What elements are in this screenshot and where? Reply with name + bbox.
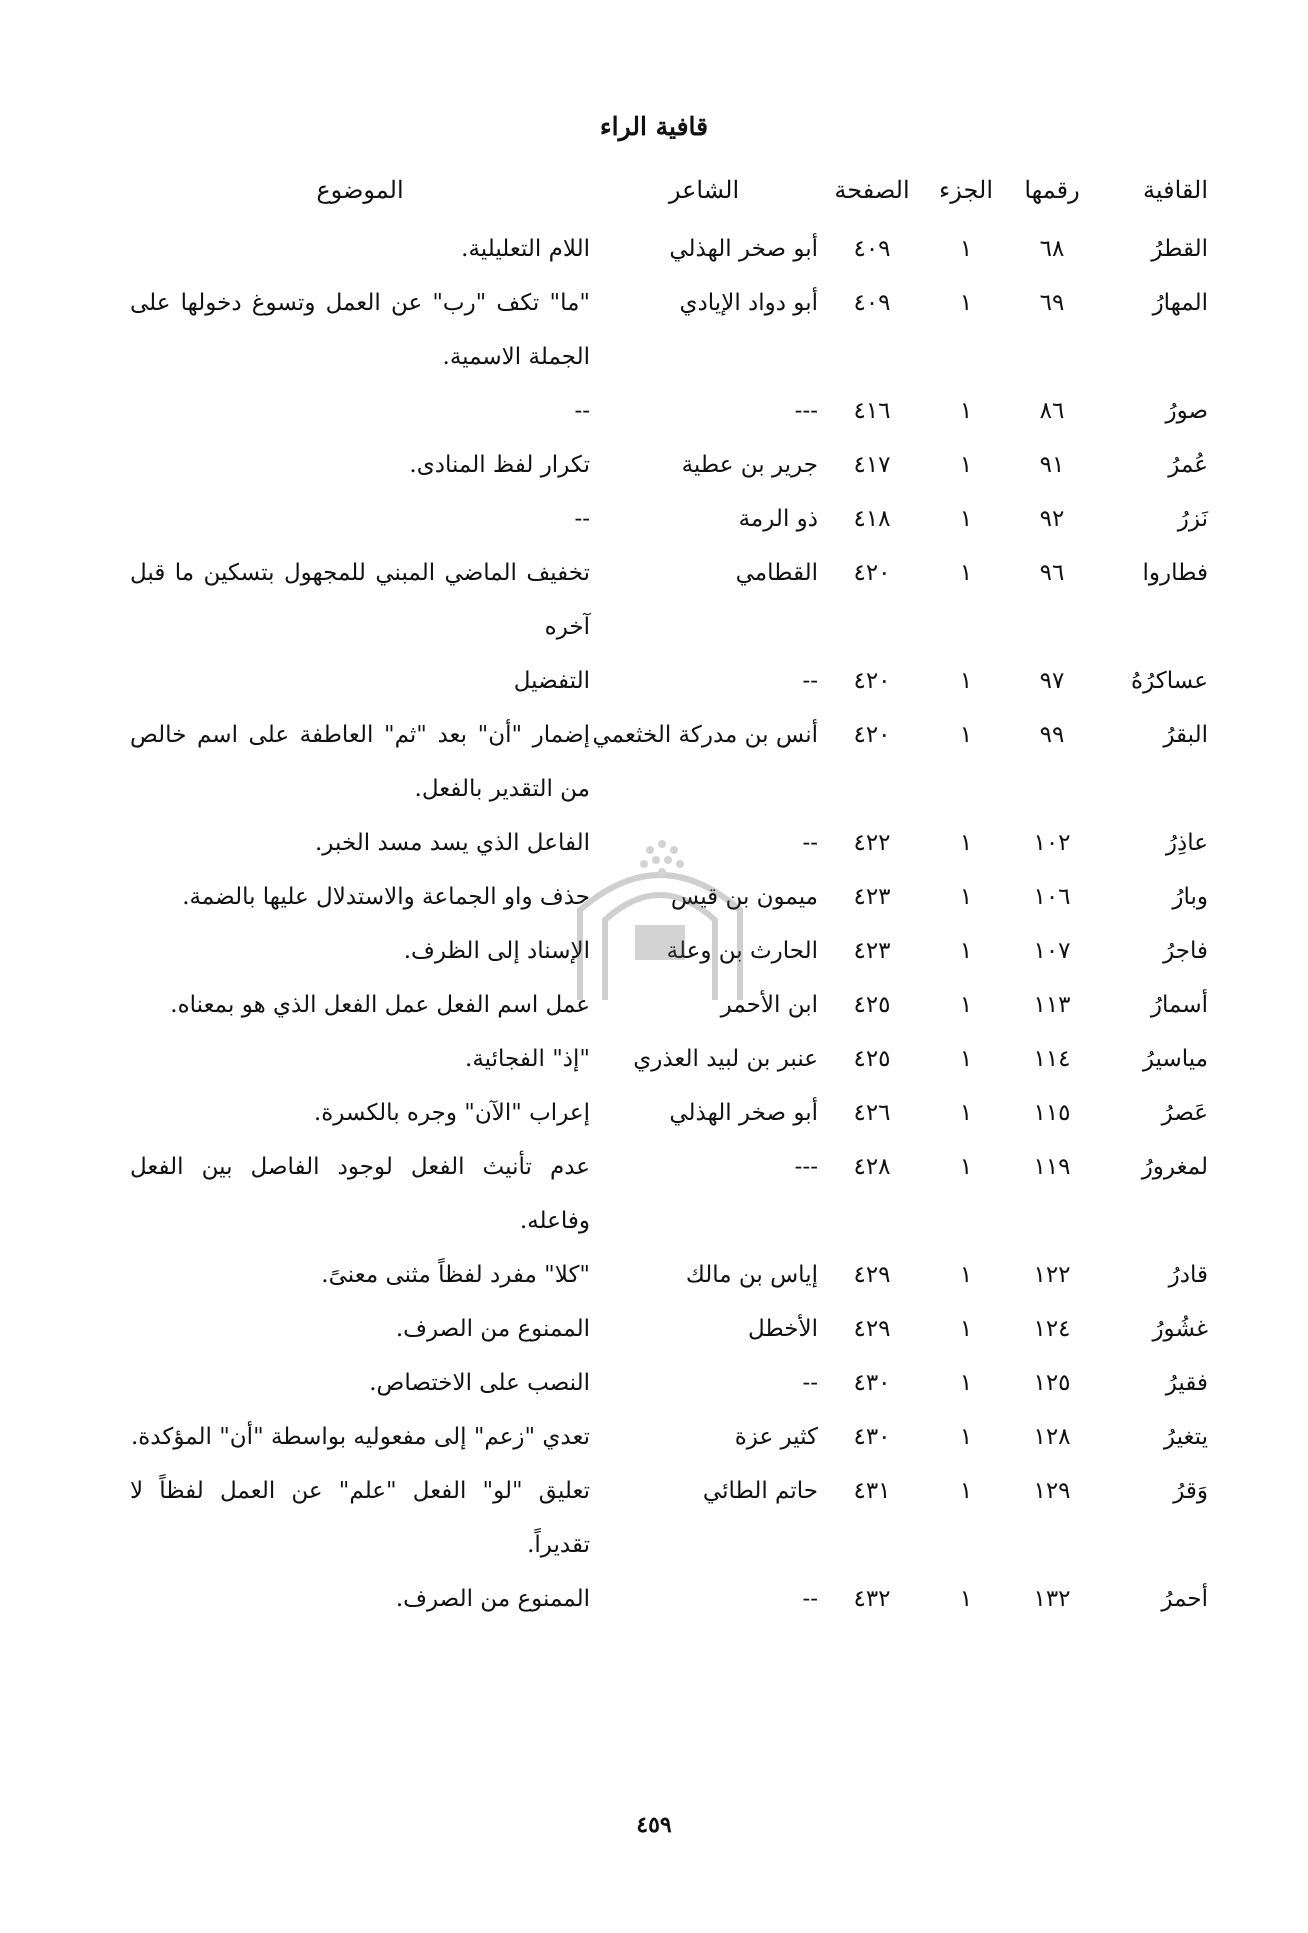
poet-cell: ذو الرمة bbox=[738, 506, 818, 532]
topic-cell: -- bbox=[574, 398, 590, 424]
page-cell: ٤٣٠ bbox=[853, 1424, 891, 1450]
part-cell: ١ bbox=[959, 1586, 973, 1612]
topic-cell: تكرار لفظ المنادى. bbox=[409, 452, 590, 478]
number-cell: ٩٢ bbox=[1039, 506, 1065, 532]
poet-cell: أنس بن مدركة الخثعمي bbox=[592, 722, 818, 748]
topic-cell: حذف واو الجماعة والاستدلال عليها بالضمة. bbox=[182, 884, 590, 910]
topic-cell: "إذ" الفجائية. bbox=[465, 1046, 590, 1072]
table-row bbox=[130, 1356, 1208, 1410]
poet-cell: --- bbox=[794, 1154, 818, 1180]
number-cell: ٩٧ bbox=[1039, 668, 1065, 694]
part-cell: ١ bbox=[959, 722, 973, 748]
page-cell: ٤١٨ bbox=[853, 506, 891, 532]
rhyme-cell: عَصرُ bbox=[1161, 1100, 1208, 1126]
number-cell: ١١٣ bbox=[1033, 992, 1071, 1018]
number-cell: ١٠٢ bbox=[1033, 830, 1071, 856]
poet-cell: --- bbox=[794, 398, 818, 424]
table-row bbox=[130, 708, 1208, 816]
poet-cell: إياس بن مالك bbox=[685, 1262, 818, 1288]
table-row bbox=[130, 1572, 1208, 1626]
page-cell: ٤٢٩ bbox=[853, 1316, 891, 1342]
header-part: الجزء bbox=[939, 176, 993, 204]
page-cell: ٤٢٣ bbox=[853, 884, 891, 910]
part-cell: ١ bbox=[959, 236, 973, 262]
poet-cell: أبو صخر الهذلي bbox=[669, 236, 818, 262]
number-cell: ٦٩ bbox=[1039, 290, 1065, 316]
part-cell: ١ bbox=[959, 1478, 973, 1504]
rhyme-cell: فاجرُ bbox=[1163, 938, 1208, 964]
table-row bbox=[130, 546, 1208, 654]
rhyme-cell: غشُورُ bbox=[1152, 1316, 1208, 1342]
topic-cell: عمل اسم الفعل عمل الفعل الذي هو بمعناه. bbox=[170, 992, 590, 1018]
number-cell: ١٢٨ bbox=[1033, 1424, 1071, 1450]
number-cell: ٩٩ bbox=[1039, 722, 1065, 748]
page-cell: ٤٣٢ bbox=[853, 1586, 891, 1612]
page-cell: ٤٠٩ bbox=[853, 236, 891, 262]
number-cell: ٩١ bbox=[1039, 452, 1065, 478]
poet-cell: حاتم الطائي bbox=[702, 1478, 818, 1504]
part-cell: ١ bbox=[959, 938, 973, 964]
part-cell: ١ bbox=[959, 398, 973, 424]
poet-cell: ابن الأحمر bbox=[720, 992, 818, 1018]
number-cell: ١٢٢ bbox=[1033, 1262, 1071, 1288]
poet-cell: القطامي bbox=[735, 560, 818, 586]
rhyme-cell: فطاروا bbox=[1142, 560, 1208, 586]
page-cell: ٤٣١ bbox=[853, 1478, 891, 1504]
rhyme-cell: قادرُ bbox=[1168, 1262, 1208, 1288]
topic-cell: عدم تأنيث الفعل لوجود الفاصل بين الفعل وفاعله. bbox=[130, 1154, 590, 1234]
topic-cell: النصب على الاختصاص. bbox=[369, 1370, 590, 1396]
number-cell: ١٢٥ bbox=[1033, 1370, 1071, 1396]
topic-cell: الممنوع من الصرف. bbox=[395, 1586, 590, 1612]
topic-cell: إعراب "الآن" وجره بالكسرة. bbox=[313, 1100, 590, 1126]
rhyme-cell: عاذِرُ bbox=[1165, 830, 1208, 856]
poet-cell: -- bbox=[802, 668, 818, 694]
topic-cell: اللام التعليلية. bbox=[461, 236, 590, 262]
rhyme-cell: لمغرورُ bbox=[1141, 1154, 1208, 1180]
table-header-row bbox=[130, 168, 1208, 222]
table-row bbox=[130, 654, 1208, 708]
part-cell: ١ bbox=[959, 830, 973, 856]
rhyme-cell: صورُ bbox=[1165, 398, 1208, 424]
rhyme-cell: وبارُ bbox=[1172, 884, 1208, 910]
topic-cell: الإسناد إلى الظرف. bbox=[403, 938, 590, 964]
rhyme-cell: عُمرُ bbox=[1168, 452, 1208, 478]
poet-cell: -- bbox=[802, 830, 818, 856]
page-cell: ٤٢٠ bbox=[853, 560, 891, 586]
topic-cell: الممنوع من الصرف. bbox=[395, 1316, 590, 1342]
table-row bbox=[130, 222, 1208, 276]
rhyme-cell: وَقرُ bbox=[1173, 1478, 1208, 1504]
table-row bbox=[130, 276, 1208, 384]
rhyme-cell: أسمارُ bbox=[1150, 992, 1208, 1018]
part-cell: ١ bbox=[959, 1262, 973, 1288]
rhyme-cell: البقرُ bbox=[1163, 722, 1208, 748]
rhyme-cell: نَزرُ bbox=[1177, 506, 1208, 532]
number-cell: ٩٦ bbox=[1039, 560, 1065, 586]
page-number: ٤٥٩ bbox=[636, 1812, 672, 1838]
rhyme-cell: أحمرُ bbox=[1161, 1586, 1208, 1612]
page-cell: ٤٣٠ bbox=[853, 1370, 891, 1396]
table-row bbox=[130, 1140, 1208, 1248]
table-row bbox=[130, 438, 1208, 492]
part-cell: ١ bbox=[959, 560, 973, 586]
page-cell: ٤٢٥ bbox=[853, 1046, 891, 1072]
page-cell: ٤٢٢ bbox=[853, 830, 891, 856]
poet-cell: جرير بن عطية bbox=[681, 452, 818, 478]
part-cell: ١ bbox=[959, 1424, 973, 1450]
rhyme-cell: عساكرُهُ bbox=[1131, 668, 1208, 694]
rhyme-cell: مياسيرُ bbox=[1142, 1046, 1208, 1072]
part-cell: ١ bbox=[959, 1316, 973, 1342]
table-row bbox=[130, 1248, 1208, 1302]
poet-cell: أبو دواد الإيادي bbox=[679, 290, 818, 316]
number-cell: ١١٥ bbox=[1033, 1100, 1071, 1126]
table-row bbox=[130, 1032, 1208, 1086]
number-cell: ١٠٦ bbox=[1033, 884, 1071, 910]
topic-cell: الفاعل الذي يسد مسد الخبر. bbox=[315, 830, 590, 856]
number-cell: ٦٨ bbox=[1039, 236, 1065, 262]
number-cell: ٨٦ bbox=[1039, 398, 1065, 424]
section-title: قافية الراء bbox=[599, 112, 709, 141]
page-cell: ٤٢٠ bbox=[853, 722, 891, 748]
table-row bbox=[130, 1464, 1208, 1572]
number-cell: ١٣٢ bbox=[1033, 1586, 1071, 1612]
part-cell: ١ bbox=[959, 506, 973, 532]
number-cell: ١٠٧ bbox=[1033, 938, 1071, 964]
page-cell: ٤٢٣ bbox=[853, 938, 891, 964]
table-row bbox=[130, 384, 1208, 438]
topic-cell: التفضيل bbox=[513, 668, 590, 694]
table-row bbox=[130, 1410, 1208, 1464]
topic-cell: -- bbox=[574, 506, 590, 532]
topic-cell: تعليق "لو" الفعل "علم" عن العمل لفظاً لا تقديراً. bbox=[130, 1478, 590, 1558]
header-poet: الشاعر bbox=[668, 176, 740, 204]
number-cell: ١١٤ bbox=[1033, 1046, 1071, 1072]
poet-cell: الحارث بن وعلة bbox=[666, 938, 818, 964]
poet-cell: كثير عزة bbox=[734, 1424, 818, 1450]
part-cell: ١ bbox=[959, 884, 973, 910]
table-row bbox=[130, 1086, 1208, 1140]
rhyme-cell: فقيرُ bbox=[1165, 1370, 1208, 1396]
header-number: رقمها bbox=[1024, 176, 1080, 204]
number-cell: ١٢٤ bbox=[1033, 1316, 1071, 1342]
poet-cell: -- bbox=[802, 1370, 818, 1396]
rhyme-cell: القطرُ bbox=[1151, 236, 1208, 262]
page-cell: ٤٢٨ bbox=[853, 1154, 891, 1180]
part-cell: ١ bbox=[959, 1046, 973, 1072]
part-cell: ١ bbox=[959, 1154, 973, 1180]
poet-cell: عنبر بن لبيد العذري bbox=[633, 1046, 818, 1072]
header-topic: الموضوع bbox=[316, 176, 404, 204]
part-cell: ١ bbox=[959, 290, 973, 316]
poet-cell: الأخطل bbox=[747, 1316, 818, 1342]
topic-cell: "كلا" مفرد لفظاً مثنى معنىً. bbox=[321, 1262, 590, 1288]
topic-cell: تخفيف الماضي المبني للمجهول بتسكين ما قبل آخره bbox=[130, 560, 590, 640]
page-cell: ٤١٦ bbox=[853, 398, 891, 424]
topic-cell: "ما" تكف "رب" عن العمل وتسوغ دخولها على الجملة الاسمية. bbox=[130, 290, 590, 370]
part-cell: ١ bbox=[959, 1100, 973, 1126]
poet-cell: -- bbox=[802, 1586, 818, 1612]
table-row bbox=[130, 492, 1208, 546]
poet-cell: ميمون بن قيس bbox=[670, 884, 818, 910]
part-cell: ١ bbox=[959, 992, 973, 1018]
part-cell: ١ bbox=[959, 1370, 973, 1396]
page-cell: ٤٠٩ bbox=[853, 290, 891, 316]
rhyme-cell: يتغيرُ bbox=[1163, 1424, 1208, 1450]
header-rhyme: القافية bbox=[1142, 176, 1208, 204]
topic-cell: إضمار "أن" بعد "ثم" العاطفة على اسم خالص من التقدير بالفعل. bbox=[130, 722, 590, 802]
page-cell: ٤٢٠ bbox=[853, 668, 891, 694]
library-emblem-icon bbox=[540, 820, 780, 1020]
page-cell: ٤٢٩ bbox=[853, 1262, 891, 1288]
rhyme-cell: المهارُ bbox=[1152, 290, 1208, 316]
poet-cell: أبو صخر الهذلي bbox=[669, 1100, 818, 1126]
header-page: الصفحة bbox=[834, 176, 910, 204]
number-cell: ١١٩ bbox=[1033, 1154, 1071, 1180]
page-cell: ٤٢٦ bbox=[853, 1100, 891, 1126]
part-cell: ١ bbox=[959, 452, 973, 478]
topic-cell: تعدي "زعم" إلى مفعوليه بواسطة "أن" المؤكدة. bbox=[130, 1424, 590, 1450]
page-cell: ٤١٧ bbox=[853, 452, 891, 478]
table-row bbox=[130, 1302, 1208, 1356]
part-cell: ١ bbox=[959, 668, 973, 694]
page-cell: ٤٢٥ bbox=[853, 992, 891, 1018]
number-cell: ١٢٩ bbox=[1033, 1478, 1071, 1504]
